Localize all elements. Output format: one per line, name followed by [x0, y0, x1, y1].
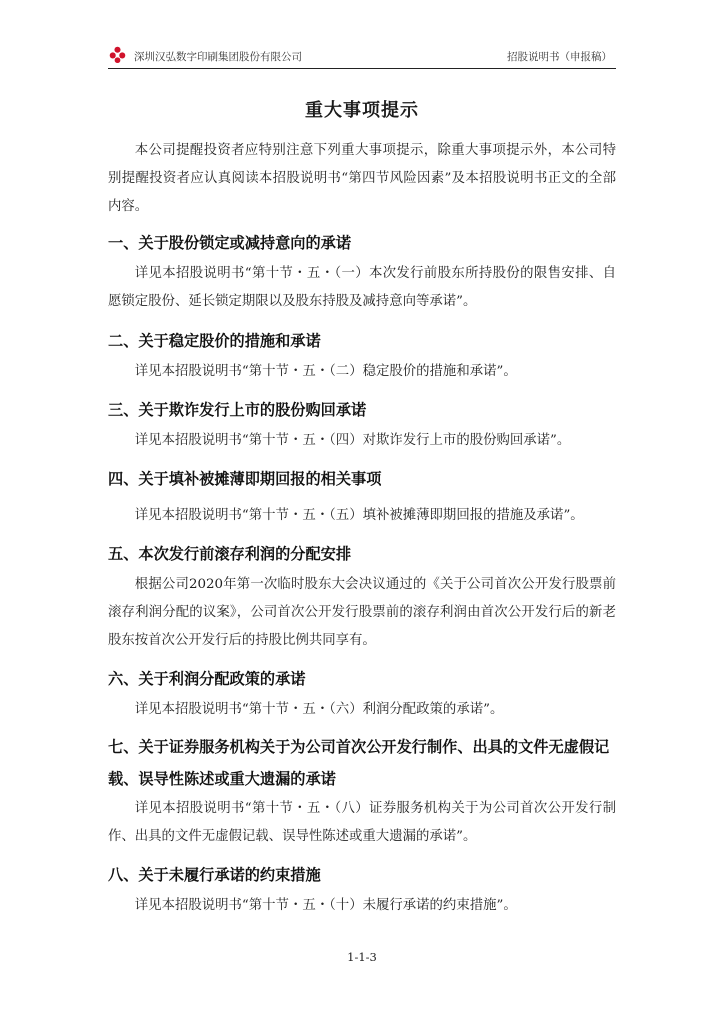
page-header — [108, 44, 616, 69]
section-heading: 五、本次发行前滚存利润的分配安排 — [108, 545, 351, 563]
section-heading: 二、关于稳定股价的措施和承诺 — [108, 332, 321, 350]
section-text: 详见本招股说明书“第十节・五・（八）证券服务机构关于为公司首次公开发行制作、出具的文件无虚假记载、误导性陈述或重大遗漏的承诺”。 — [108, 801, 616, 844]
section-3 — [108, 393, 616, 455]
section-text: 详见本招股说明书“第十节・五・（一）本次发行前股东所持股份的限售安排、自愿锁定股份、延长锁定期限以及股东持股及减持意向等承诺”。 — [108, 266, 616, 309]
section-text: 详见本招股说明书“第十节・五・（二）稳定股价的措施和承诺”。 — [134, 364, 517, 379]
section-1 — [108, 226, 616, 316]
section-text: 根据公司2020年第一次临时股东大会决议通过的《关于公司首次公开发行股票前滚存利润分配的议案》，公司首次公开发行股票前的滚存利润由首次公开发行后的新老股东按首次公开发行后的持股比例共同享有。 — [108, 577, 616, 648]
section-text: 详见本招股说明书“第十节・五・（四）对欺诈发行上市的股份购回承诺”。 — [134, 433, 571, 448]
section-heading: 六、关于利润分配政策的承诺 — [108, 670, 306, 688]
section-text: 详见本招股说明书“第十节・五・（六）利润分配政策的承诺”。 — [134, 702, 504, 717]
company-name: 深圳汉弘数字印刷集团股份有限公司 — [134, 51, 302, 63]
section-4 — [108, 462, 616, 530]
section-8 — [108, 858, 616, 920]
page-title: 重大事项提示 — [305, 100, 419, 121]
section-text: 详见本招股说明书“第十节・五・（十）未履行承诺的约束措施”。 — [134, 898, 517, 913]
section-6 — [108, 662, 616, 724]
company-logo-icon — [108, 45, 127, 64]
section-5 — [108, 537, 616, 655]
section-heading: 三、关于欺诈发行上市的股份购回承诺 — [108, 401, 367, 419]
section-heading: 七、关于证券服务机构关于为公司首次公开发行制作、出具的文件无虚假记载、误导性陈述或重大遗漏的承诺 — [108, 738, 610, 788]
page-number: 1-1-3 — [347, 950, 377, 964]
section-7 — [108, 731, 616, 851]
section-heading: 一、关于股份锁定或减持意向的承诺 — [108, 234, 351, 252]
document-type: 招股说明书（申报稿） — [507, 51, 612, 63]
section-heading: 八、关于未履行承诺的约束措施 — [108, 866, 321, 884]
intro-paragraph: 本公司提醒投资者应特别注意下列重大事项提示，除重大事项提示外，本公司特别提醒投资者应认真阅读本招股说明书“第四节风险因素”及本招股说明书正文的全部内容。 — [108, 143, 616, 214]
document-body — [108, 137, 616, 920]
section-heading: 四、关于填补被摊薄即期回报的相关事项 — [108, 470, 382, 488]
section-2 — [108, 324, 616, 386]
section-text: 详见本招股说明书“第十节・五・（五）填补被摊薄即期回报的措施及承诺”。 — [134, 508, 584, 523]
